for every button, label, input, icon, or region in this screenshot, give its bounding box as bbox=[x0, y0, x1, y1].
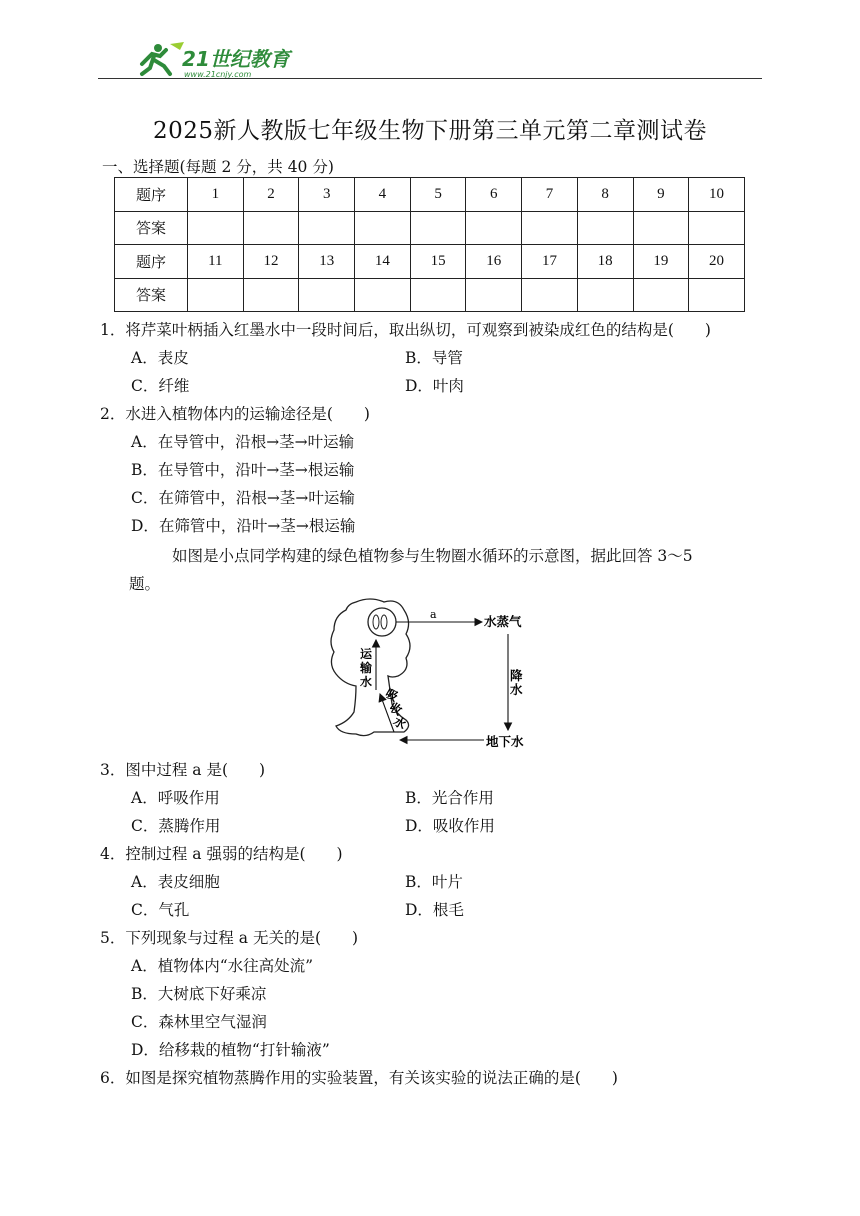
q4-option-d: D．根毛 bbox=[405, 901, 464, 919]
answer-cell bbox=[689, 278, 745, 312]
cell: 12 bbox=[243, 245, 299, 279]
answer-cell bbox=[689, 211, 745, 245]
answer-cell bbox=[243, 278, 299, 312]
q4-option-c: C．气孔 bbox=[131, 901, 190, 919]
row-label: 题序 bbox=[115, 178, 188, 212]
cell: 17 bbox=[522, 245, 578, 279]
answer-cell bbox=[633, 278, 689, 312]
label-absorb-1: 吸 bbox=[383, 685, 401, 705]
answer-cell bbox=[577, 278, 633, 312]
answer-table bbox=[114, 177, 745, 312]
answer-cell bbox=[299, 211, 355, 245]
runner-icon bbox=[142, 42, 184, 74]
question-5-stem: 5．下列现象与过程 a 无关的是( ) bbox=[100, 929, 359, 947]
answer-cell bbox=[188, 278, 244, 312]
cell: 19 bbox=[633, 245, 689, 279]
q1-option-d: D．叶肉 bbox=[405, 377, 464, 395]
answer-cell bbox=[466, 278, 522, 312]
cell: 20 bbox=[689, 245, 745, 279]
answer-cell bbox=[355, 278, 411, 312]
cell: 11 bbox=[188, 245, 244, 279]
answer-cell bbox=[410, 278, 466, 312]
svg-text:21世纪教育: 21世纪教育 bbox=[182, 47, 290, 71]
q4-option-b: B．叶片 bbox=[405, 873, 463, 891]
q4-option-a: A．表皮细胞 bbox=[131, 873, 220, 891]
label-a: a bbox=[430, 608, 437, 621]
row-label: 题序 bbox=[115, 245, 188, 279]
answer-cell bbox=[243, 211, 299, 245]
answer-cell bbox=[410, 211, 466, 245]
intro-paragraph-line2: 题。 bbox=[129, 575, 161, 593]
header-divider bbox=[98, 78, 762, 79]
label-rain-1: 降 bbox=[510, 668, 523, 683]
svg-text:www.21cnjy.com: www.21cnjy.com bbox=[184, 70, 252, 79]
q2-option-d: D．在筛管中，沿叶→茎→根运输 bbox=[131, 517, 356, 535]
question-2-stem: 2．水进入植物体内的运输途径是( ) bbox=[100, 405, 370, 423]
q1-option-b: B．导管 bbox=[405, 349, 463, 367]
table-row bbox=[115, 278, 745, 312]
q3-option-a: A．呼吸作用 bbox=[131, 789, 220, 807]
q1-option-a: A．表皮 bbox=[131, 349, 189, 367]
q1-option-c: C．纤维 bbox=[131, 377, 190, 395]
label-absorb-3: 水 bbox=[391, 713, 409, 733]
q5-option-c: C．森林里空气湿润 bbox=[131, 1013, 267, 1031]
cell: 14 bbox=[355, 245, 411, 279]
cell: 3 bbox=[299, 178, 355, 212]
leaf-stoma-icon bbox=[368, 608, 396, 636]
row-label: 答案 bbox=[115, 211, 188, 245]
cell: 18 bbox=[577, 245, 633, 279]
cell: 10 bbox=[689, 178, 745, 212]
cell: 9 bbox=[633, 178, 689, 212]
cell: 16 bbox=[466, 245, 522, 279]
label-transport-1: 运 bbox=[360, 647, 373, 661]
answer-cell bbox=[466, 211, 522, 245]
answer-cell bbox=[577, 211, 633, 245]
q2-option-b: B．在导管中，沿叶→茎→根运输 bbox=[131, 461, 355, 479]
label-transport-2: 输 bbox=[360, 661, 373, 675]
intro-paragraph-line1: 如图是小点同学构建的绿色植物参与生物圈水循环的示意图，据此回答 3～5 bbox=[172, 547, 693, 565]
table-row bbox=[115, 178, 745, 212]
answer-cell bbox=[188, 211, 244, 245]
label-rain-2: 水 bbox=[510, 682, 523, 697]
q2-option-a: A．在导管中，沿根→茎→叶运输 bbox=[131, 433, 355, 451]
q3-option-d: D．吸收作用 bbox=[405, 817, 495, 835]
cell: 1 bbox=[188, 178, 244, 212]
q2-option-c: C．在筛管中，沿根→茎→叶运输 bbox=[131, 489, 355, 507]
question-4-stem: 4．控制过程 a 强弱的结构是( ) bbox=[100, 845, 343, 863]
label-transport-3: 水 bbox=[360, 675, 373, 689]
q5-option-b: B．大树底下好乘凉 bbox=[131, 985, 267, 1003]
label-groundwater: 地下水 bbox=[486, 734, 524, 749]
question-1-stem: 1．将芹菜叶柄插入红墨水中一段时间后，取出纵切，可观察到被染成红色的结构是( ) bbox=[100, 321, 711, 339]
q5-option-a: A．植物体内“水往高处流” bbox=[131, 957, 314, 975]
answer-cell bbox=[522, 278, 578, 312]
cell: 8 bbox=[577, 178, 633, 212]
cell: 7 bbox=[522, 178, 578, 212]
cell: 2 bbox=[243, 178, 299, 212]
cell: 6 bbox=[466, 178, 522, 212]
q5-option-d: D．给移栽的植物“打针输液” bbox=[131, 1041, 330, 1059]
section-heading: 一、选择题(每题 2 分，共 40 分) bbox=[102, 158, 334, 176]
question-6-stem: 6．如图是探究植物蒸腾作用的实验装置，有关该实验的说法正确的是( ) bbox=[100, 1069, 618, 1087]
water-cycle-diagram bbox=[326, 594, 534, 752]
row-label: 答案 bbox=[115, 278, 188, 312]
q3-option-b: B．光合作用 bbox=[405, 789, 494, 807]
question-3-stem: 3．图中过程 a 是( ) bbox=[100, 761, 266, 779]
cell: 4 bbox=[355, 178, 411, 212]
page-title: 2025新人教版七年级生物下册第三单元第二章测试卷 bbox=[152, 118, 708, 144]
cell: 15 bbox=[410, 245, 466, 279]
answer-cell bbox=[522, 211, 578, 245]
table-row bbox=[115, 211, 745, 245]
label-vapor: 水蒸气 bbox=[484, 614, 522, 629]
table-row bbox=[115, 245, 745, 279]
answer-cell bbox=[633, 211, 689, 245]
cell: 5 bbox=[410, 178, 466, 212]
logo bbox=[136, 40, 296, 80]
cell: 13 bbox=[299, 245, 355, 279]
answer-cell bbox=[355, 211, 411, 245]
answer-cell bbox=[299, 278, 355, 312]
q3-option-c: C．蒸腾作用 bbox=[131, 817, 221, 835]
label-absorb-2: 收 bbox=[387, 699, 405, 719]
